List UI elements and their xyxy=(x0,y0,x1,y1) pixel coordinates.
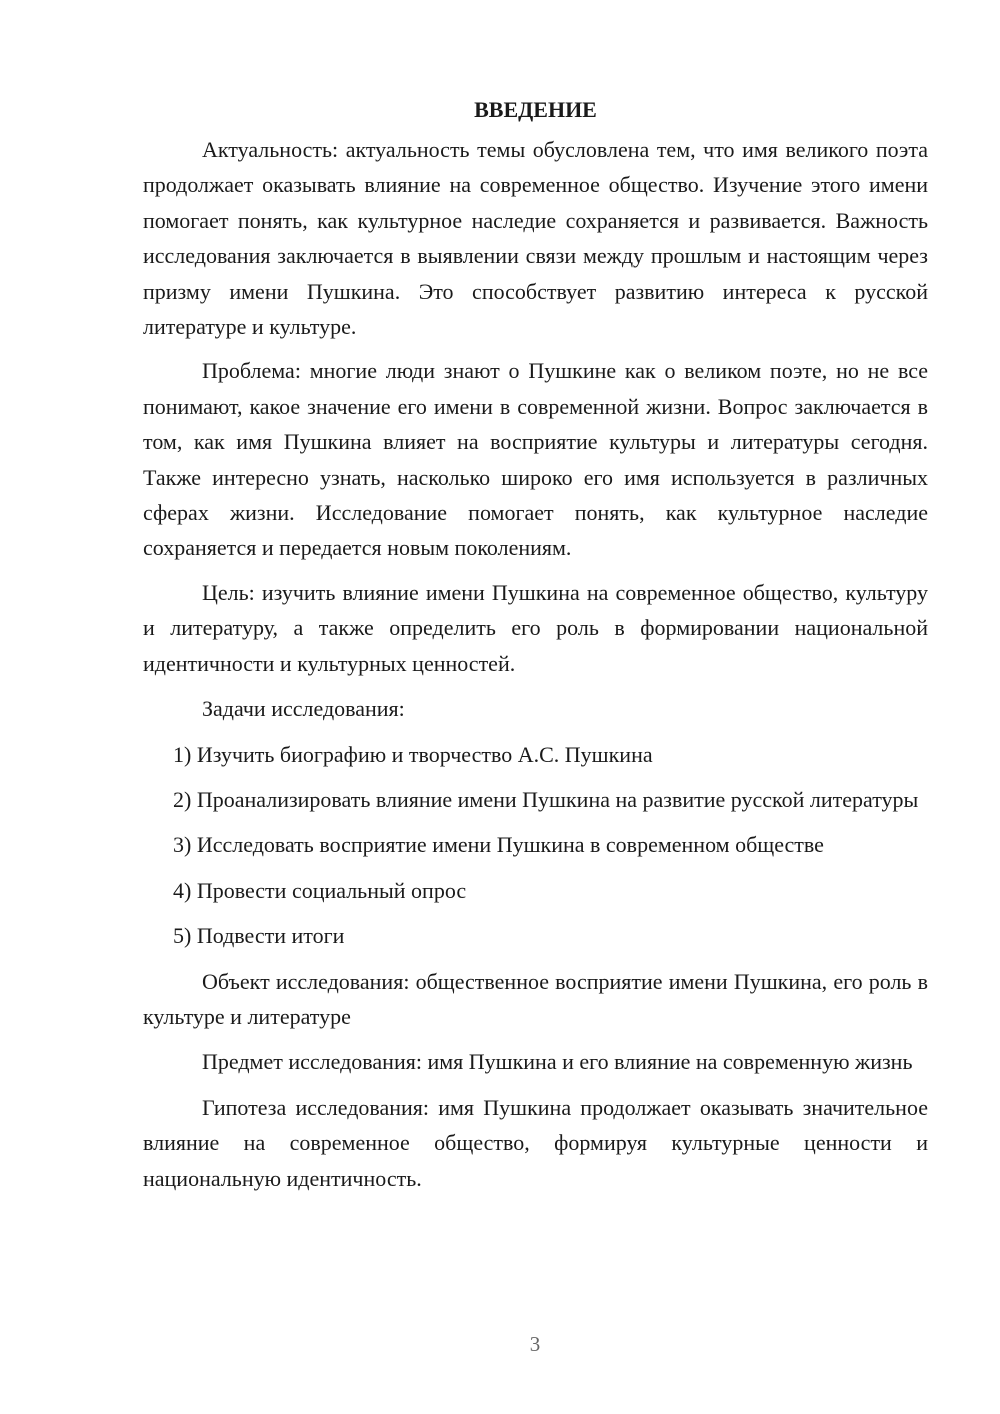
relevance-paragraph: Актуальность: актуальность темы обусловлена тем, что имя великого поэта продолжает оказывать влияние на современное общество. Изучение этого имени помогает понять, как культурное наследие сохраняется и развивается. Важность исследования заключается в выявлении связи между прошлым и настоящим через призму имени Пушкина. Это способствует развитию интереса к русской литературе и культуре. xyxy=(143,137,928,340)
document-page xyxy=(143,92,928,1196)
goal-paragraph: Цель: изучить влияние имени Пушкина на современное общество, культуру и литературу, а также определить его роль в формировании национальной идентичности и культурных ценностей. xyxy=(143,579,928,676)
task-item-3: 3) Исследовать восприятие имени Пушкина в современном обществе xyxy=(173,832,824,858)
page-title: ВВЕДЕНИЕ xyxy=(474,97,597,122)
task-item-2: 2) Проанализировать влияние имени Пушкина на развитие русской литературы xyxy=(173,786,919,812)
subject-paragraph: Предмет исследования: имя Пушкина и его влияние на современную жизнь xyxy=(202,1049,913,1075)
tasks-title: Задачи исследования: xyxy=(202,696,405,722)
page-number: 3 xyxy=(529,1332,541,1356)
task-item-4: 4) Провести социальный опрос xyxy=(173,877,467,903)
problem-paragraph: Проблема: многие люди знают о Пушкине как о великом поэте, но не все понимают, какое значение его имени в современной жизни. Вопрос заключается в том, как имя Пушкина влияет на восприятие культуры и литературы сегодня. Также интересно узнать, насколько широко его имя используется в различных сферах жизни. Исследование помогает понять, как культурное наследие сохраняется и передается новым поколениям. xyxy=(143,358,928,561)
task-item-5: 5) Подвести итоги xyxy=(173,923,345,949)
task-item-1: 1) Изучить биографию и творчество А.С. Пушкина xyxy=(173,741,653,767)
object-paragraph: Объект исследования: общественное восприятие имени Пушкина, его роль в культуре и литературе xyxy=(143,968,928,1029)
hypothesis-paragraph: Гипотеза исследования: имя Пушкина продолжает оказывать значительное влияние на современное общество, формируя культурные ценности и национальную идентичность. xyxy=(143,1094,928,1191)
